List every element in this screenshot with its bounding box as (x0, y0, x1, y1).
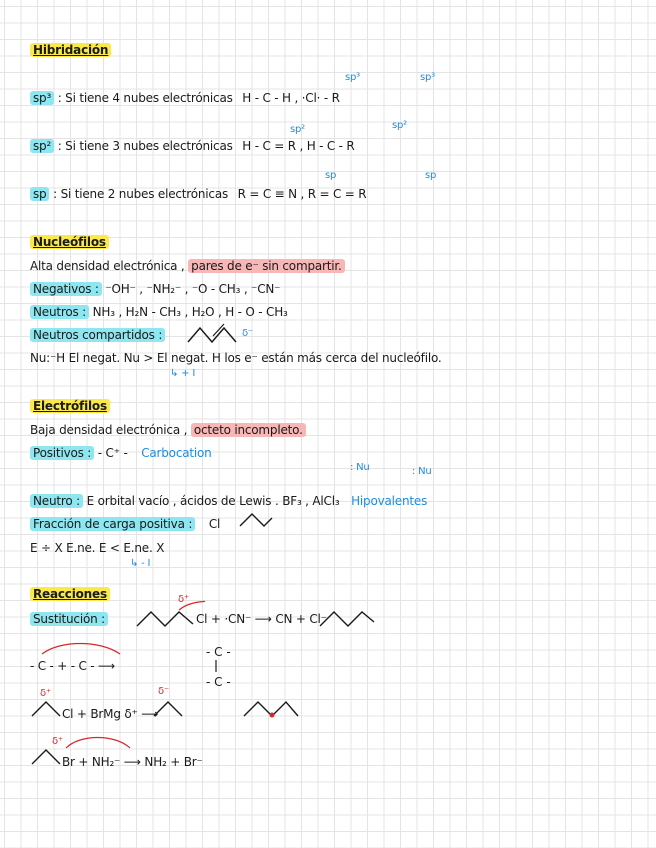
electrofilos-rule: E ÷ X E.ne. E < E.ne. X (30, 541, 165, 555)
sp3-label: sp³ (30, 91, 54, 105)
neutro-line: Neutro : E orbital vacío , ácidos de Lewis . BF₃ , AlCl₃ Hipovalentes (30, 493, 427, 509)
reaction-1: Cl + ·CN⁻ ⟶ CN + Cl⁻ (196, 612, 327, 626)
sp-line (30, 186, 366, 202)
sp3-tag-2: sp³ (420, 72, 435, 83)
sp-formula: R = C ≡ N , R = C = R (237, 187, 367, 201)
r1-substrate-drawing (135, 598, 205, 632)
alkene-skeleton-drawing (186, 322, 246, 346)
r4-delta-plus: δ⁺ (52, 736, 63, 747)
positivos-line: Positivos : - C⁺ - Carbocation (30, 445, 212, 461)
reaction-3: Cl + BrMg δ⁺ ⟶ (62, 707, 159, 721)
nu-marker-1: : Nu (350, 462, 370, 473)
r1-delta-plus: δ⁺ (178, 594, 189, 605)
r3-chain-drawing (150, 694, 190, 720)
sp2-label: sp² (30, 139, 54, 153)
r1-product-drawing (318, 604, 378, 630)
sp3-line (30, 90, 340, 106)
fraccion-line: Fracción de carga positiva : Cl (30, 516, 220, 532)
sp2-line (30, 138, 355, 154)
section-title-nucleofilos: Nucleófilos (30, 234, 109, 250)
sp3-text: : Si tiene 4 nubes electrónicas (57, 91, 233, 105)
nucleofilos-line1: Alta densidad electrónica , pares de e⁻ sin compartir. (30, 258, 345, 274)
electrofilos-rule-sub: ↳ - I (130, 558, 151, 569)
sp2-tag-2: sp² (392, 120, 407, 131)
sp2-text: : Si tiene 3 nubes electrónicas (57, 139, 233, 153)
section-title-hibridacion: Hibridación (30, 42, 111, 58)
sp-text: : Si tiene 2 nubes electrónicas (53, 187, 229, 201)
sp-label: sp (30, 187, 49, 201)
neutros-compartidos-line: Neutros compartidos : (30, 327, 165, 343)
sp2-tag-1: sp² (290, 124, 305, 135)
sp-tag-1: sp (325, 170, 337, 181)
reaction-4: Br + NH₂⁻ ⟶ NH₂ + Br⁻ (62, 755, 203, 769)
sp3-tag-1: sp³ (345, 72, 360, 83)
reaction-2: - C - + - C - ⟶ (30, 659, 116, 673)
nucleofilos-rule: Nu:⁻H El negat. Nu > El negat. H los e⁻ están más cerca del nucleófilo. (30, 351, 442, 365)
electrofilos-line1: Baja densidad electrónica , octeto incompleto. (30, 422, 306, 438)
neutros-line: Neutros : NH₃ , H₂N - CH₃ , H₂O , H - O - CH₃ (30, 304, 288, 320)
compartidos-delta: δ⁻ (242, 328, 253, 339)
svg-text:- C -: - C - (206, 675, 231, 689)
sp3-formula: H - C - H , ·Cl· - R (242, 91, 340, 105)
r2-product-drawing (196, 640, 236, 696)
negativos-line: Negativos : ⁻OH⁻ , ⁻NH₂⁻ , ⁻O - CH₃ , ⁻CN⁻ (30, 281, 280, 297)
nucleofilos-rule-sub: ↳ + I (170, 368, 196, 379)
chloro-chain-drawing (238, 510, 274, 530)
sp2-formula: H - C = R , H - C - R (242, 139, 355, 153)
r2-arrow-drawing (30, 642, 140, 658)
r3-product-drawing (242, 694, 302, 720)
r4-arrow-drawing (60, 736, 140, 752)
nu-marker-2: : Nu (412, 466, 432, 477)
sp-tag-2: sp (425, 170, 437, 181)
svg-text:- C -: - C - (206, 645, 231, 659)
r3-delta-minus: δ⁻ (158, 686, 169, 697)
section-title-reacciones: Reacciones (30, 586, 110, 602)
section-title-electrofilos: Electrófilos (30, 398, 110, 414)
r3-delta-plus: δ⁺ (40, 688, 51, 699)
sustitucion-line: Sustitución : (30, 611, 108, 627)
